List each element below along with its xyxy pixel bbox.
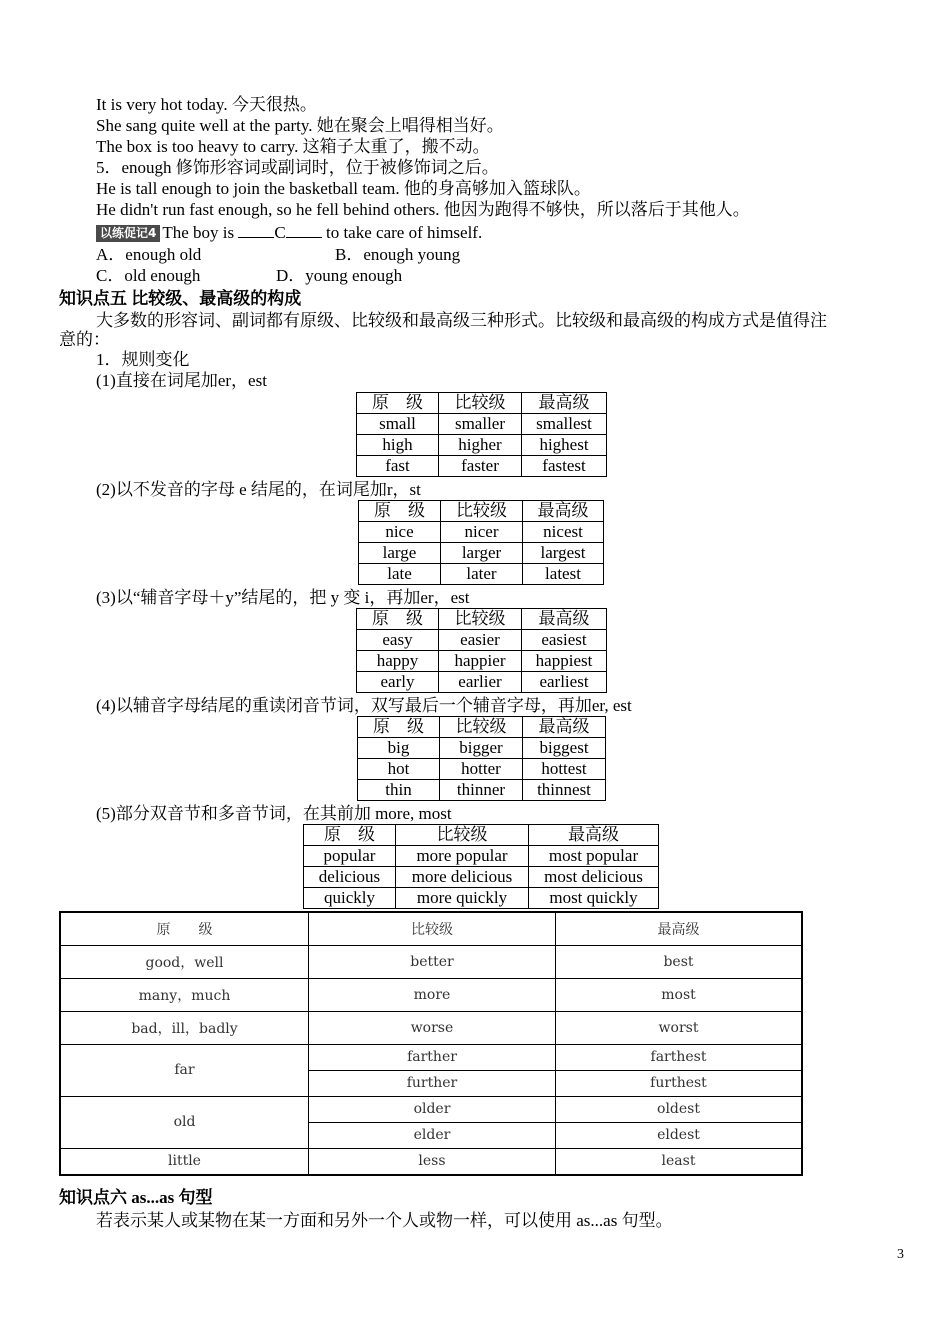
section6-intro: 若表示某人或某物在某一方面和另外一个人或物一样，可以使用 as...as 句型。 bbox=[96, 1211, 673, 1230]
rule-regular: 1．规则变化 bbox=[96, 350, 190, 369]
option-c: C．old enough bbox=[96, 266, 201, 285]
option-d: D．young enough bbox=[276, 266, 403, 285]
exercise-badge: 以练促记4 bbox=[96, 225, 160, 242]
rule-enough: 5．enough 修饰形容词或副词时，位于被修饰词之后。 bbox=[96, 158, 499, 177]
section5-title: 知识点五 比较级、最高级的构成 bbox=[59, 289, 302, 308]
exercise-answer: C bbox=[274, 223, 286, 242]
page-number: 3 bbox=[897, 1247, 904, 1262]
example-sang: She sang quite well at the party. 她在聚会上唱得相当好。 bbox=[96, 116, 504, 135]
table-er-est: 原 级 比较级 最高级 small smaller smallest high higher highest fast faster fastest bbox=[356, 392, 607, 477]
rule-1: (1)直接在词尾加er，est bbox=[96, 371, 267, 390]
exercise-question: 以练促记4 The boy is C to take care of himself. bbox=[96, 222, 482, 243]
rule-2: (2)以不发音的字母 e 结尾的，在词尾加r，st bbox=[96, 480, 421, 499]
option-b: B．enough young bbox=[335, 245, 461, 264]
table-double: 原 级 比较级 最高级 big bigger biggest hot hotter hottest thin thinner thinnest bbox=[357, 716, 606, 801]
table-irregular: 原 级 比较级 最高级 good，well better best many，much more most bad，ill，badly worse worst far farther farthest further furthest old older oldest elder eldest little less least bbox=[59, 911, 803, 1176]
section5-intro-2: 意的： bbox=[59, 330, 110, 349]
rule-3: (3)以“辅音字母＋y”结尾的，把 y 变 i，再加er，est bbox=[96, 588, 470, 607]
table-r-st: 原 级 比较级 最高级 nice nicer nicest large larger largest late later latest bbox=[358, 500, 604, 585]
section5-intro-1: 大多数的形容词、副词都有原级、比较级和最高级三种形式。比较级和最高级的构成方式是值得注 bbox=[96, 311, 827, 330]
example-box: The box is too heavy to carry. 这箱子太重了，搬不动。 bbox=[96, 137, 490, 156]
section6-title: 知识点六 as...as 句型 bbox=[59, 1188, 213, 1207]
example-hot: It is very hot today. 今天很热。 bbox=[96, 95, 317, 114]
example-tall: He is tall enough to join the basketball team. 他的身高够加入篮球队。 bbox=[96, 179, 591, 198]
table-more-most: 原 级 比较级 最高级 popular more popular most popular delicious more delicious most delicious quickly more quickly most quickly bbox=[303, 824, 659, 909]
example-run: He didn't run fast enough, so he fell behind others. 他因为跑得不够快，所以落后于其他人。 bbox=[96, 200, 750, 219]
table-y-ier: 原 级 比较级 最高级 easy easier easiest happy happier happiest early earlier earliest bbox=[356, 608, 607, 693]
rule-5: (5)部分双音节和多音节词，在其前加 more, most bbox=[96, 804, 452, 823]
rule-4: (4)以辅音字母结尾的重读闭音节词，双写最后一个辅音字母，再加er, est bbox=[96, 696, 632, 715]
option-a: A．enough old bbox=[96, 245, 202, 264]
